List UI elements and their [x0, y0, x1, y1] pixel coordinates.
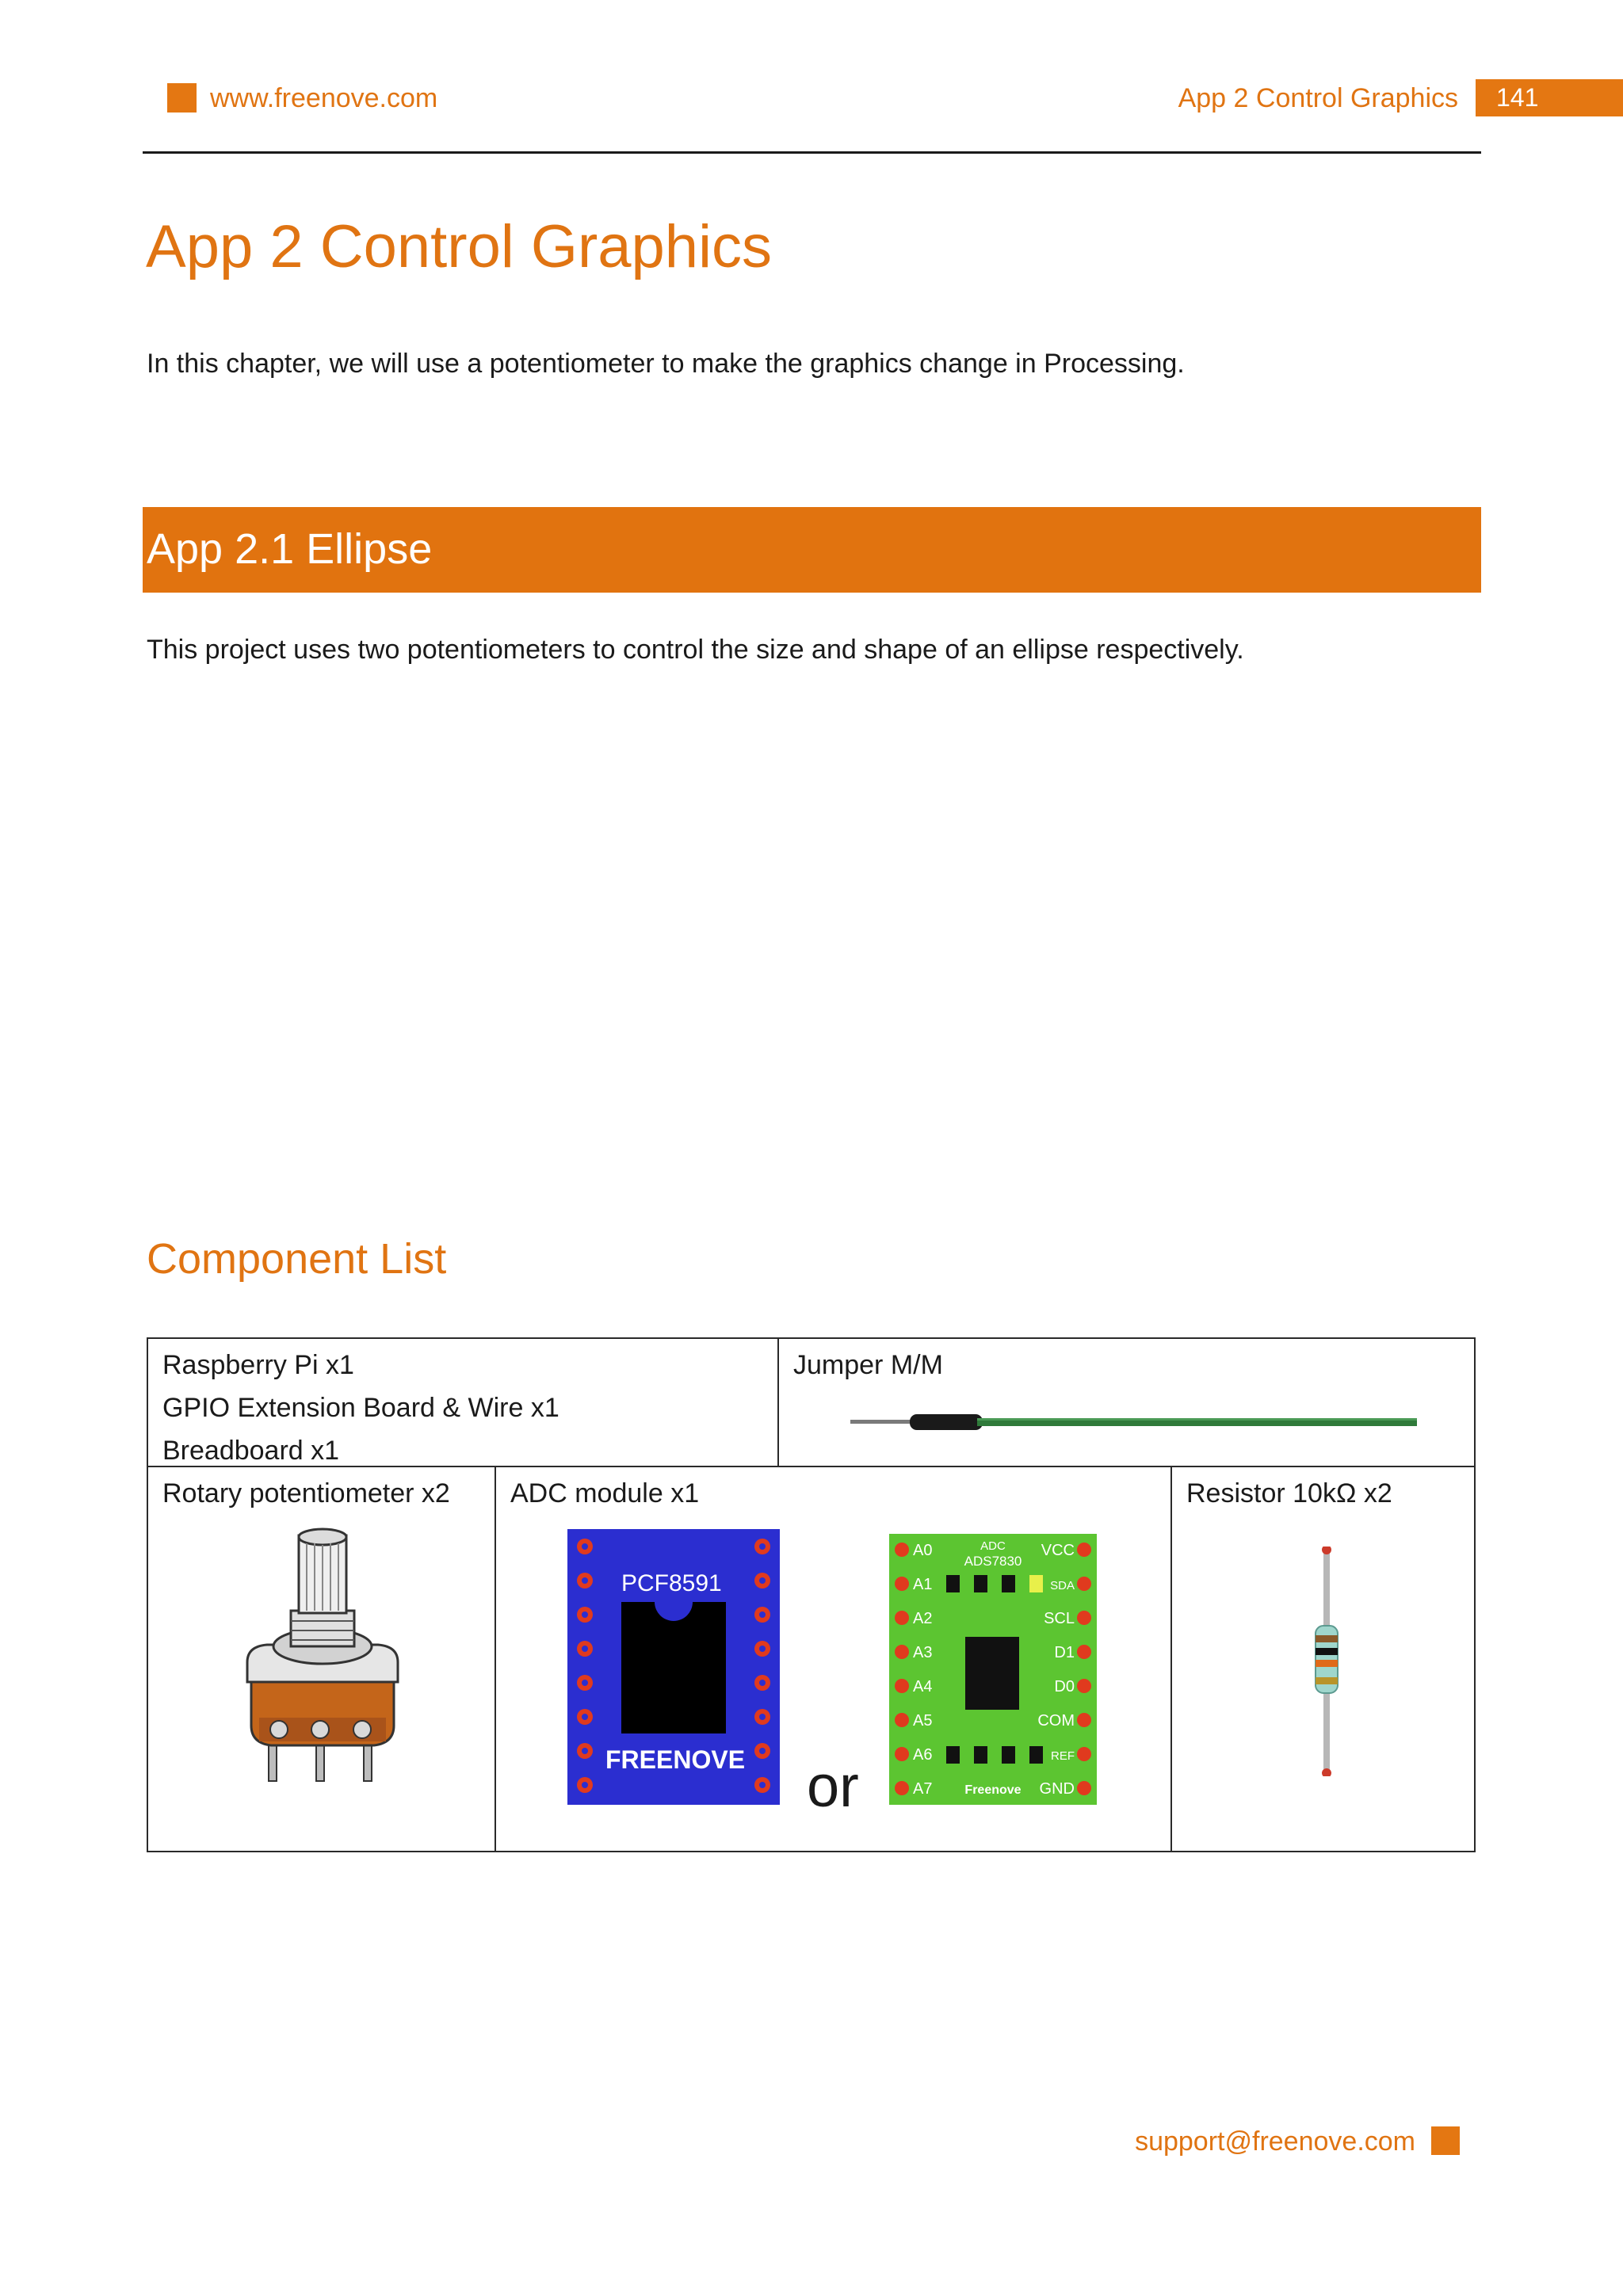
chapter-title: App 2 Control Graphics — [146, 213, 772, 280]
header-divider — [143, 151, 1481, 154]
header-site-url[interactable]: www.freenove.com — [210, 83, 438, 113]
cell-jumper — [777, 1337, 1476, 1467]
ads-left-pad — [895, 1713, 909, 1727]
section-title: App 2.1 Ellipse — [147, 525, 433, 573]
pcf8591-board-image — [567, 1529, 780, 1805]
ads-left-pad — [895, 1577, 909, 1591]
ads-right-pin-label: SCL — [1044, 1610, 1075, 1627]
cell-potentiometer — [147, 1466, 496, 1852]
ads7830-board-image — [889, 1534, 1097, 1805]
rotary-potentiometer-image — [243, 1527, 402, 1789]
ads-right-pad — [1077, 1543, 1091, 1557]
footer-support-email[interactable]: support@freenove.com — [1135, 2126, 1415, 2157]
ads-left-pin-label: A7 — [913, 1780, 933, 1798]
cell-raspberry-pi-text — [162, 1344, 559, 1472]
cell-resistor — [1170, 1466, 1476, 1852]
potentiometer-label: Rotary potentiometer x2 — [162, 1478, 450, 1508]
ads-right-pin-label: REF — [1051, 1749, 1075, 1763]
ads-left-pad — [895, 1645, 909, 1659]
resistor-label: Resistor 10kΩ x2 — [1186, 1478, 1392, 1508]
ads-right-pin-label: D1 — [1054, 1644, 1075, 1661]
ads-right-pad — [1077, 1611, 1091, 1625]
ads-brand-label: Freenove — [964, 1783, 1022, 1797]
pcf-chip-label: PCF8591 — [621, 1570, 722, 1596]
or-label: or — [807, 1753, 859, 1819]
ads-right-pad — [1077, 1713, 1091, 1727]
ads-left-pin-label: A2 — [913, 1610, 933, 1627]
ads-left-pin-label: A1 — [913, 1576, 933, 1593]
adc-label: ADC module x1 — [510, 1478, 700, 1508]
ads-title-top: ADC — [980, 1539, 1006, 1553]
component-raspberry-pi: Raspberry Pi x1 — [162, 1350, 354, 1380]
component-breadboard: Breadboard x1 — [162, 1436, 340, 1466]
ads-right-pin-label: GND — [1039, 1780, 1075, 1798]
ads-right-pin-label: SDA — [1050, 1579, 1075, 1592]
ads-right-pin-label: COM — [1037, 1712, 1075, 1730]
ads-left-pin-label: A4 — [913, 1678, 933, 1695]
ads-right-pin-label: VCC — [1041, 1542, 1075, 1559]
ads-left-pad — [895, 1747, 909, 1761]
ads-right-pad — [1077, 1645, 1091, 1659]
ads-title-bottom: ADS7830 — [964, 1554, 1022, 1569]
header-chapter-title: App 2 Control Graphics — [1178, 83, 1458, 113]
jumper-label: Jumper M/M — [793, 1350, 943, 1380]
section-description: This project uses two potentiometers to control the size and shape of an ellipse respectively. — [147, 635, 1244, 665]
component-list-title: Component List — [147, 1235, 447, 1283]
ads-right-pad — [1077, 1747, 1091, 1761]
header-logo-square — [167, 83, 197, 113]
ads-right-pad — [1077, 1781, 1091, 1795]
ads-left-pad — [895, 1781, 909, 1795]
ads-left-pin-label: A3 — [913, 1644, 933, 1661]
jumper-wire-image — [850, 1410, 1421, 1434]
ads-left-pin-label: A6 — [913, 1746, 933, 1764]
header-page-number: 141 — [1476, 79, 1623, 116]
resistor-image — [1312, 1547, 1340, 1776]
ads-right-pad — [1077, 1577, 1091, 1591]
ads-left-pad — [895, 1611, 909, 1625]
ads-right-pin-label: D0 — [1054, 1678, 1075, 1695]
ads-left-pin-label: A5 — [913, 1712, 933, 1730]
pcf-brand-label: FREENOVE — [605, 1745, 746, 1774]
ads-left-pad — [895, 1543, 909, 1557]
ads-left-pad — [895, 1679, 909, 1693]
chapter-intro: In this chapter, we will use a potentiometer to make the graphics change in Processing. — [147, 349, 1185, 379]
component-gpio-board: GPIO Extension Board & Wire x1 — [162, 1393, 559, 1423]
footer-logo-square — [1431, 2126, 1460, 2155]
ads-right-pad — [1077, 1679, 1091, 1693]
cell-raspberry-pi — [147, 1337, 779, 1467]
ads-left-pin-label: A0 — [913, 1542, 933, 1559]
